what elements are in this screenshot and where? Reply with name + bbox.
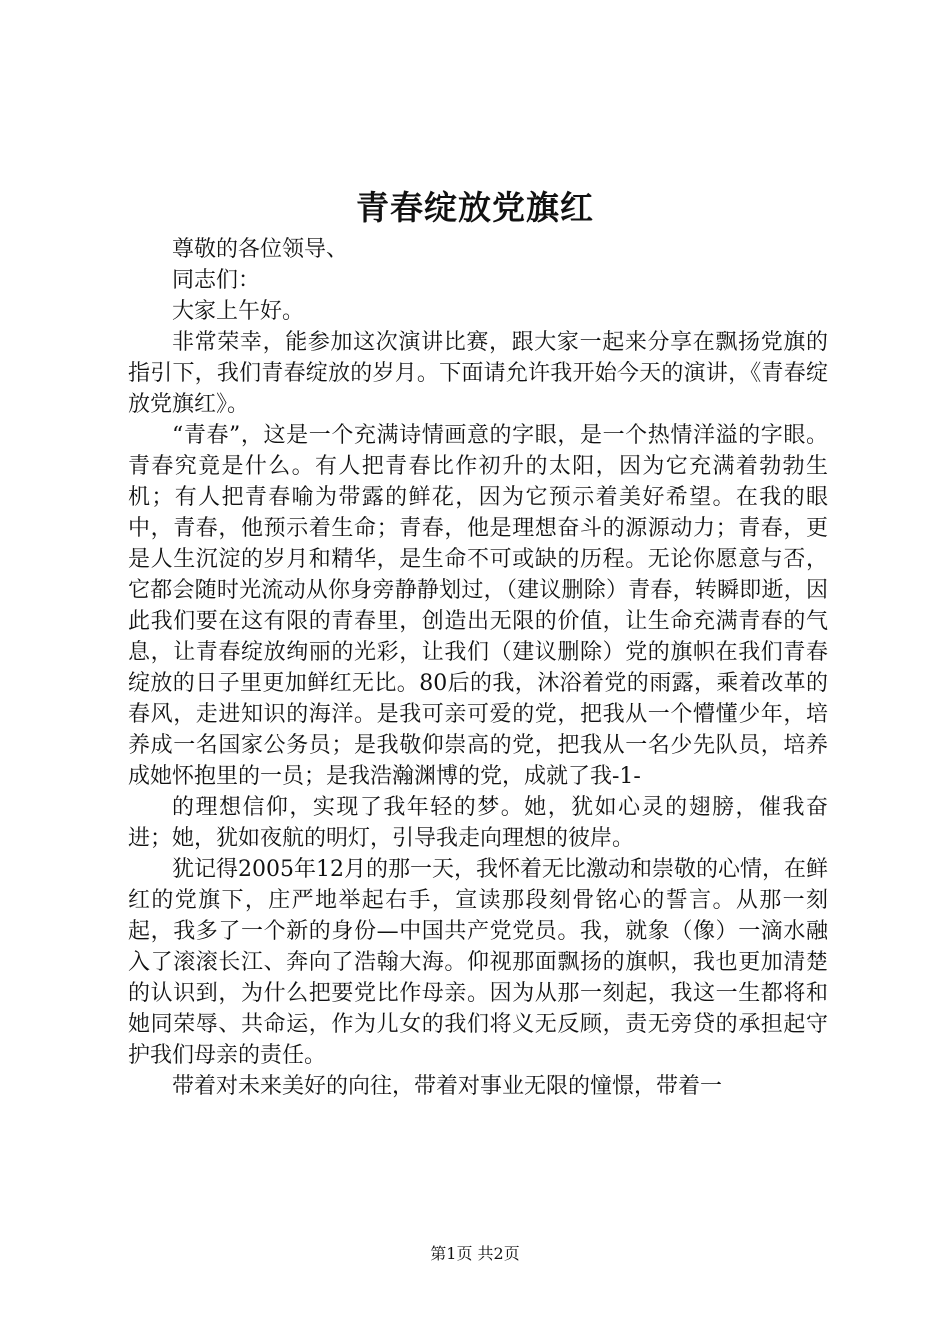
- paragraph-intro: 非常荣幸，能参加这次演讲比赛，跟大家一起来分享在飘扬党旗的指引下，我们青春绽放的岁月。下面请允许我开始今天的演讲，《青春绽放党旗红》。: [128, 330, 828, 417]
- paragraph-oath: 犹记得2005年12月的那一天，我怀着无比激动和崇敬的心情，在鲜红的党旗下，庄严地举起右手，宣读那段刻骨铭心的誓言。从那一刻起，我多了一个新的身份—中国共产党党员。我，就象（像）一滴水融入了滚滚长江、奔向了浩翰大海。仰视那面飘扬的旗帜，我也更加清楚的认识到，为什么把要党比作母亲。因为从那一刻起，我这一生都将和她同荣辱、共命运，作为儿女的我们将义无反顾，责无旁贷的承担起守护我们母亲的责任。: [128, 857, 828, 1068]
- document-title: 青春绽放党旗红: [356, 188, 594, 227]
- page-number-footer: 第1页 共2页: [430, 1244, 520, 1263]
- paragraph-future: 带着对未来美好的向往，带着对事业无限的憧憬，带着一: [172, 1074, 723, 1099]
- paragraph-salutation-2: 同志们：: [172, 268, 261, 293]
- paragraph-salutation-1: 尊敬的各位领导、: [172, 237, 349, 262]
- paragraph-greeting: 大家上午好。: [172, 299, 305, 324]
- paragraph-ideal: 的理想信仰，实现了我年轻的梦。她，犹如心灵的翅膀，催我奋进；她，犹如夜航的明灯，引导我走向理想的彼岸。: [128, 795, 828, 851]
- document-body: [128, 234, 828, 1102]
- paragraph-youth: “青春”，这是一个充满诗情画意的字眼，是一个热情洋溢的字眼。青春究竟是什么。有人把青春比作初升的太阳，因为它充满着勃勃生机；有人把青春喻为带露的鲜花，因为它预示着美好希望。在我的眼中，青春，他预示着生命；青春，他是理想奋斗的源源动力；青春，更是人生沉淀的岁月和精华，是生命不可或缺的历程。无论你愿意与否，它都会随时光流动从你身旁静静划过，（建议删除）青春，转瞬即逝，因此我们要在这有限的青春里，创造出无限的价值，让生命充满青春的气息，让青春绽放绚丽的光彩，让我们（建议删除）党的旗帜在我们青春绽放的日子里更加鲜红无比。80后的我，沐浴着党的雨露，乘着改革的春风，走进知识的海洋。是我可亲可爱的党，把我从一个懵懂少年，培养成一名国家公务员；是我敬仰崇高的党，把我从一名少先队员，培养成她怀抱里的一员；是我浩瀚渊博的党，成就了我-1-: [128, 423, 828, 789]
